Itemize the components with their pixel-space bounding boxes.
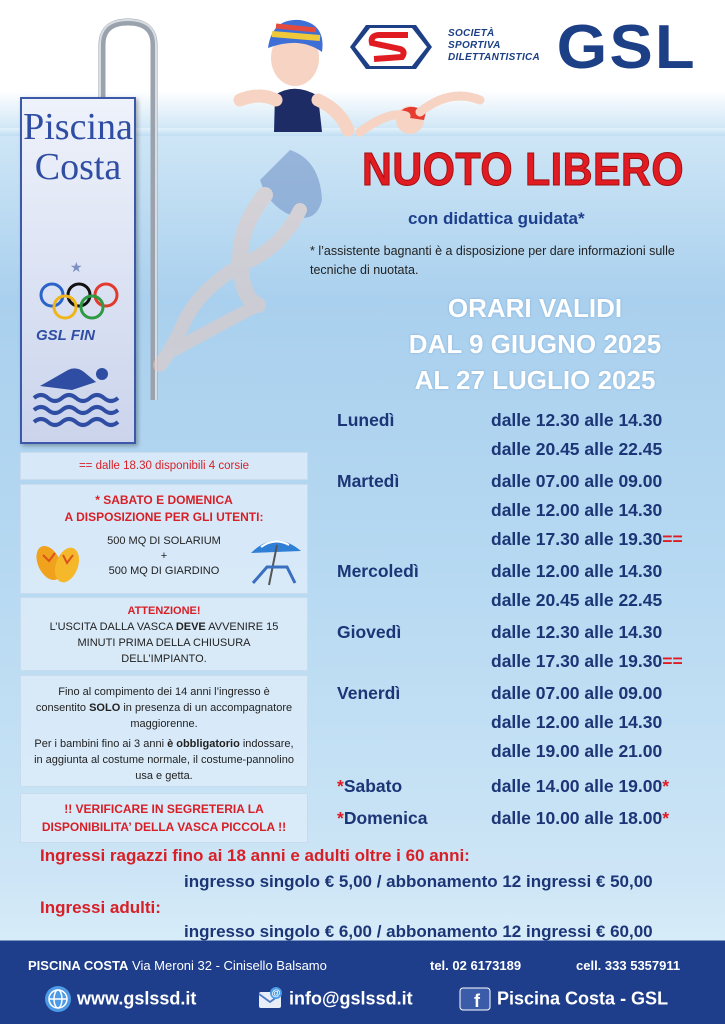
piscina-word: Piscina — [23, 106, 133, 148]
swimmer-waves-icon — [32, 354, 124, 434]
footer-name: PISCINA COSTA — [28, 958, 129, 973]
day-name: Mercoledì — [337, 561, 419, 581]
footer-contacts — [28, 958, 708, 973]
time-slot — [491, 410, 662, 431]
time-text: dalle 17.30 alle 19.30 — [491, 651, 663, 671]
schedule-day-0 — [337, 410, 717, 468]
time-slot — [491, 776, 669, 797]
time-text: dalle 17.30 alle 19.30 — [491, 529, 663, 549]
uscita-post: AVVENIRE 15 MINUTI PRIMA DELLA CHIUSURA DELL’IMPIANTO. — [77, 621, 279, 665]
facebook-link-text: Piscina Costa - GSL — [497, 988, 669, 1009]
day-name: Domenica — [343, 808, 428, 828]
day-label — [337, 410, 394, 431]
schedule-row — [337, 712, 717, 741]
schedule-row — [337, 439, 717, 468]
gsl-fin-logo — [36, 327, 95, 344]
price-ragazzi-label: Ingressi ragazzi fino ai 18 anni e adulti oltre i 60 anni: — [40, 846, 470, 865]
web-link-text: www.gslssd.it — [77, 988, 197, 1009]
price-ragazzi-value: ingresso singolo € 5,00 / abbonamento 12 ingressi € 50,00 — [184, 872, 653, 891]
time-slot — [491, 500, 662, 521]
price-adulti-value: ingresso singolo € 6,00 / abbonamento 12 ingressi € 60,00 — [184, 922, 653, 941]
weekend-heading — [21, 485, 307, 526]
footer-address: Via Meroni 32 - Cinisello Balsamo — [128, 958, 327, 973]
uscita-pre: L’USCITA DALLA VASCA — [49, 621, 176, 633]
schedule-row — [337, 776, 717, 805]
schedule-row — [337, 500, 717, 529]
time-text: dalle 20.45 alle 22.45 — [491, 590, 663, 610]
time-text: dalle 12.30 alle 14.30 — [491, 410, 663, 430]
page-subtitle: con didattica guidata* — [408, 209, 585, 228]
gsl-mini-text: GSL — [36, 327, 67, 344]
day-name: Sabato — [343, 776, 403, 796]
time-text: dalle 12.00 alle 14.30 — [491, 712, 663, 732]
beach-umbrella-icon — [247, 533, 303, 589]
day-label — [337, 471, 399, 492]
minori-post: in presenza di un accompagnatore maggiorenne. — [120, 702, 293, 730]
footer-cell: cell. 333 5357911 — [576, 958, 681, 973]
time-marker: == — [662, 529, 683, 549]
svg-text:f: f — [474, 991, 480, 1011]
time-slot — [491, 741, 662, 762]
time-slot — [491, 590, 662, 611]
schedule-row — [337, 471, 717, 500]
attenzione-box — [20, 597, 308, 671]
time-slot — [491, 651, 683, 672]
schedule-table — [337, 410, 717, 840]
schedule-row — [337, 590, 717, 619]
weekend-box — [20, 484, 308, 594]
schedule-row — [337, 683, 717, 712]
schedule-day-3 — [337, 622, 717, 680]
day-name: Venerdì — [337, 683, 401, 703]
societa-text — [448, 28, 540, 64]
time-text: dalle 07.00 alle 09.00 — [491, 683, 663, 703]
schedule-row — [337, 808, 717, 837]
svg-text:@: @ — [271, 988, 281, 998]
time-text: dalle 14.00 alle 19.00 — [491, 776, 663, 796]
day-label — [337, 776, 402, 797]
schedule-day-2 — [337, 561, 717, 619]
time-text: dalle 12.00 alle 14.30 — [491, 561, 663, 581]
validity-line-1: ORARI VALIDI — [447, 293, 623, 323]
societa-line-2: SPORTIVA — [448, 40, 501, 51]
bimbi-post: indossare, in aggiunta al costume normale, il costume-pannolino usa e getta. — [34, 738, 294, 782]
plus-line: + — [160, 550, 168, 562]
day-label — [337, 622, 401, 643]
minori-pre: Fino al compimento dei 14 anni l’ingresso è consentito — [35, 686, 270, 714]
day-star: * — [337, 776, 344, 796]
time-marker: * — [662, 776, 670, 796]
star-icon: ★ — [70, 259, 83, 275]
day-label — [337, 561, 419, 582]
verificare-box — [20, 793, 308, 843]
verificare-line-1: !! VERIFICARE IN SEGRETERIA LA — [64, 802, 264, 816]
schedule-day-5 — [337, 776, 717, 805]
schedule-row — [337, 410, 717, 439]
piscina-costa-panel — [20, 97, 136, 444]
schedule-day-4 — [337, 683, 717, 770]
day-label — [337, 683, 400, 704]
gsl-last-letter: L — [654, 13, 697, 82]
price-adulti-label: Ingressi adulti: — [40, 898, 161, 917]
email-link-text: info@gslssd.it — [289, 988, 413, 1009]
minori-box — [20, 675, 308, 787]
facebook-link[interactable] — [458, 985, 668, 1013]
time-slot — [491, 622, 662, 643]
weekend-heading-line-2: A DISPOSIZIONE PER GLI UTENTI: — [64, 510, 264, 524]
page-title: NUOTO LIBERO — [362, 143, 685, 195]
verificare-line-2: DISPONIBILITA’ DELLA VASCA PICCOLA !! — [41, 820, 287, 834]
time-slot — [491, 808, 669, 829]
time-text: dalle 10.00 alle 18.00 — [491, 808, 663, 828]
weekend-heading-line-1: * SABATO E DOMENICA — [95, 493, 233, 507]
time-slot — [491, 471, 662, 492]
time-text: dalle 12.00 alle 14.30 — [491, 500, 663, 520]
uscita-deve: DEVE — [175, 621, 206, 633]
schedule-row — [337, 561, 717, 590]
time-text: dalle 20.45 alle 22.45 — [491, 439, 663, 459]
validity-heading — [370, 290, 700, 398]
schedule-row — [337, 529, 717, 558]
time-text: dalle 07.00 alle 09.00 — [491, 471, 663, 491]
facebook-icon — [458, 985, 492, 1013]
schedule-day-6 — [337, 808, 717, 837]
societa-line-3: DILETTANTISTICA — [448, 52, 541, 63]
schedule-row — [337, 622, 717, 651]
flip-flops-icon — [35, 541, 83, 585]
validity-line-2: DAL 9 GIUGNO 2025 — [408, 329, 662, 359]
societa-line-1: SOCIETÀ — [448, 28, 495, 39]
time-slot — [491, 683, 662, 704]
assistant-note: * l’assistente bagnanti è a disposizione per dare informazioni sulle tecniche di nuotata. — [310, 244, 675, 277]
verificare-text — [21, 794, 307, 836]
minori-text — [21, 676, 307, 732]
giardino-line: 500 MQ DI GIARDINO — [108, 565, 220, 577]
schedule-row — [337, 741, 717, 770]
time-text: dalle 12.30 alle 14.30 — [491, 622, 663, 642]
schedule-row — [337, 651, 717, 680]
corsie-text: == dalle 18.30 disponibili 4 corsie — [78, 460, 250, 472]
schedule-day-1 — [337, 471, 717, 558]
email-link[interactable] — [256, 985, 413, 1013]
time-slot — [491, 712, 662, 733]
piscina-costa-title — [22, 107, 134, 187]
day-star: * — [337, 808, 344, 828]
time-marker: * — [662, 808, 670, 828]
corsie-box — [20, 452, 308, 480]
day-name: Lunedì — [337, 410, 395, 430]
gsl-letters: GS — [556, 13, 655, 82]
bimbi-obbligatorio: è obbligatorio — [167, 738, 240, 750]
fin-text: FIN — [70, 327, 95, 344]
day-label — [337, 808, 427, 829]
costa-word: Costa — [34, 146, 122, 188]
time-marker: == — [662, 651, 683, 671]
globe-icon — [44, 985, 72, 1013]
solarium-line: 500 MQ DI SOLARIUM — [107, 535, 221, 547]
olympic-rings-icon — [38, 281, 120, 323]
attenzione-heading: ATTENZIONE! — [127, 605, 201, 617]
bimbi-text — [21, 732, 307, 784]
footer — [0, 941, 725, 1024]
validity-line-3: AL 27 LUGLIO 2025 — [414, 365, 656, 395]
gsl-logo — [557, 12, 697, 83]
time-slot — [491, 529, 683, 550]
uscita-text — [21, 619, 307, 667]
day-name: Giovedì — [337, 622, 402, 642]
time-slot — [491, 439, 662, 460]
email-icon — [256, 985, 284, 1013]
time-slot — [491, 561, 662, 582]
footer-tel: tel. 02 6173189 — [430, 958, 522, 973]
day-name: Martedì — [337, 471, 400, 491]
time-text: dalle 19.00 alle 21.00 — [491, 741, 663, 761]
s-logo-icon — [350, 25, 432, 69]
web-link[interactable] — [44, 985, 196, 1013]
minori-solo: SOLO — [89, 702, 121, 714]
bimbi-pre: Per i bambini fino ai 3 anni — [34, 738, 168, 750]
